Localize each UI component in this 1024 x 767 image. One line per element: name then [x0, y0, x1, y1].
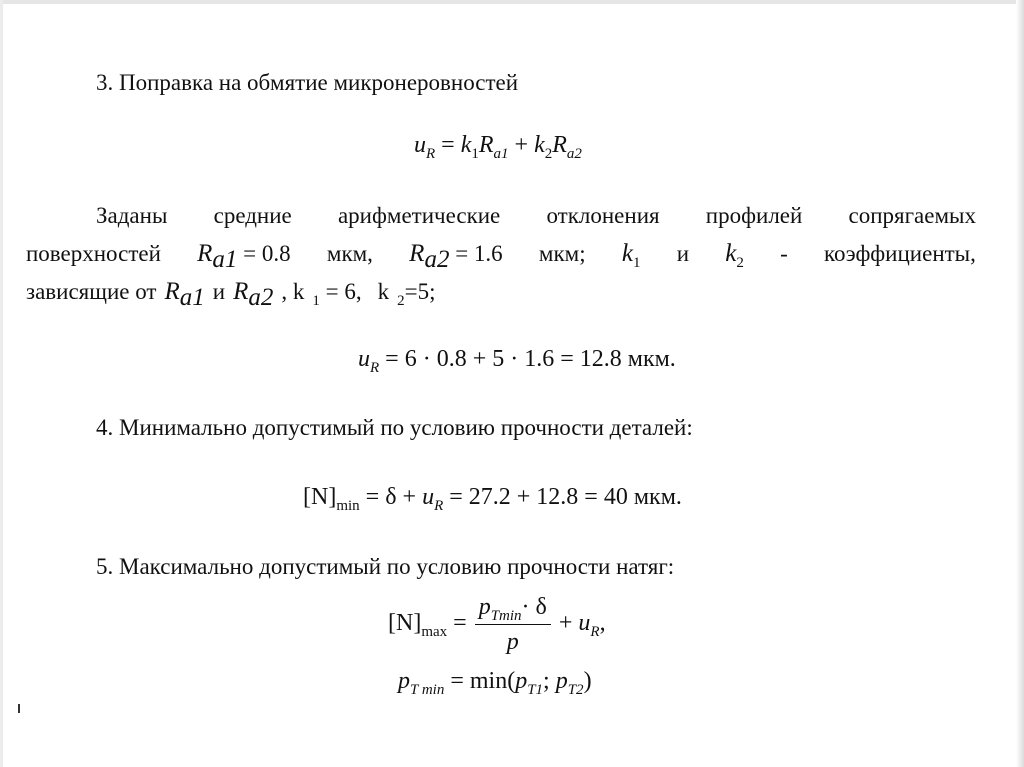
fraction — [475, 592, 551, 657]
section-3-paragraph — [26, 197, 976, 311]
section-3-formula: $u_R = k_1R_{a1} + k_2R_{a2}$ — [414, 132, 582, 162]
section-4-formula: $[N]_{min} = \delta + u_R = 27.2 + 12.8 = 40$ мкм. — [303, 484, 682, 514]
fraction-numerator: $p_{Tmin}\cdot \delta$ — [475, 592, 551, 625]
section-3-heading: 3. Поправка на обмятие микронеровностей — [96, 70, 519, 95]
page-left-border — [0, 0, 3, 767]
stray-mark — [18, 704, 20, 713]
paragraph-line-3: зависящие от $R_{a1}$ и $R_{a2}$ , k $_1$ = 6, k $_2$=5; — [26, 278, 436, 311]
page-top-border — [0, 0, 1024, 4]
paragraph-line-2: поверхностей $R_{a1} = 0.8$ мкм, $R_{a2} = 1.6$ мкм; $k_1$ и $k_2$ - коэффициенты, — [26, 240, 976, 273]
section-5-heading: 5. Максимально допустимый по условию прочности натяг: — [96, 554, 675, 579]
section-3-calculation: $u_R = 6 \cdot 0.8 + 5 \cdot 1.6 = 12.8$ мкм. — [358, 346, 676, 376]
section-5-formula-ptmin: $p_{T min} = \min(p_{T1}$; $p_{T2}$) — [398, 668, 592, 698]
fraction-denominator: p — [506, 629, 519, 655]
paragraph-line-1: Заданы средние арифметические отклонения профилей сопрягаемых — [96, 203, 976, 228]
section-5-formula-max: $[N]_{max}$ = $\frac{p_{Tmin}\cdot \delta}{p}$ + $u_R$, — [388, 594, 606, 655]
page-right-shadow — [1016, 0, 1024, 767]
section-4-heading: 4. Минимально допустимый по условию прочности деталей: — [96, 415, 693, 440]
